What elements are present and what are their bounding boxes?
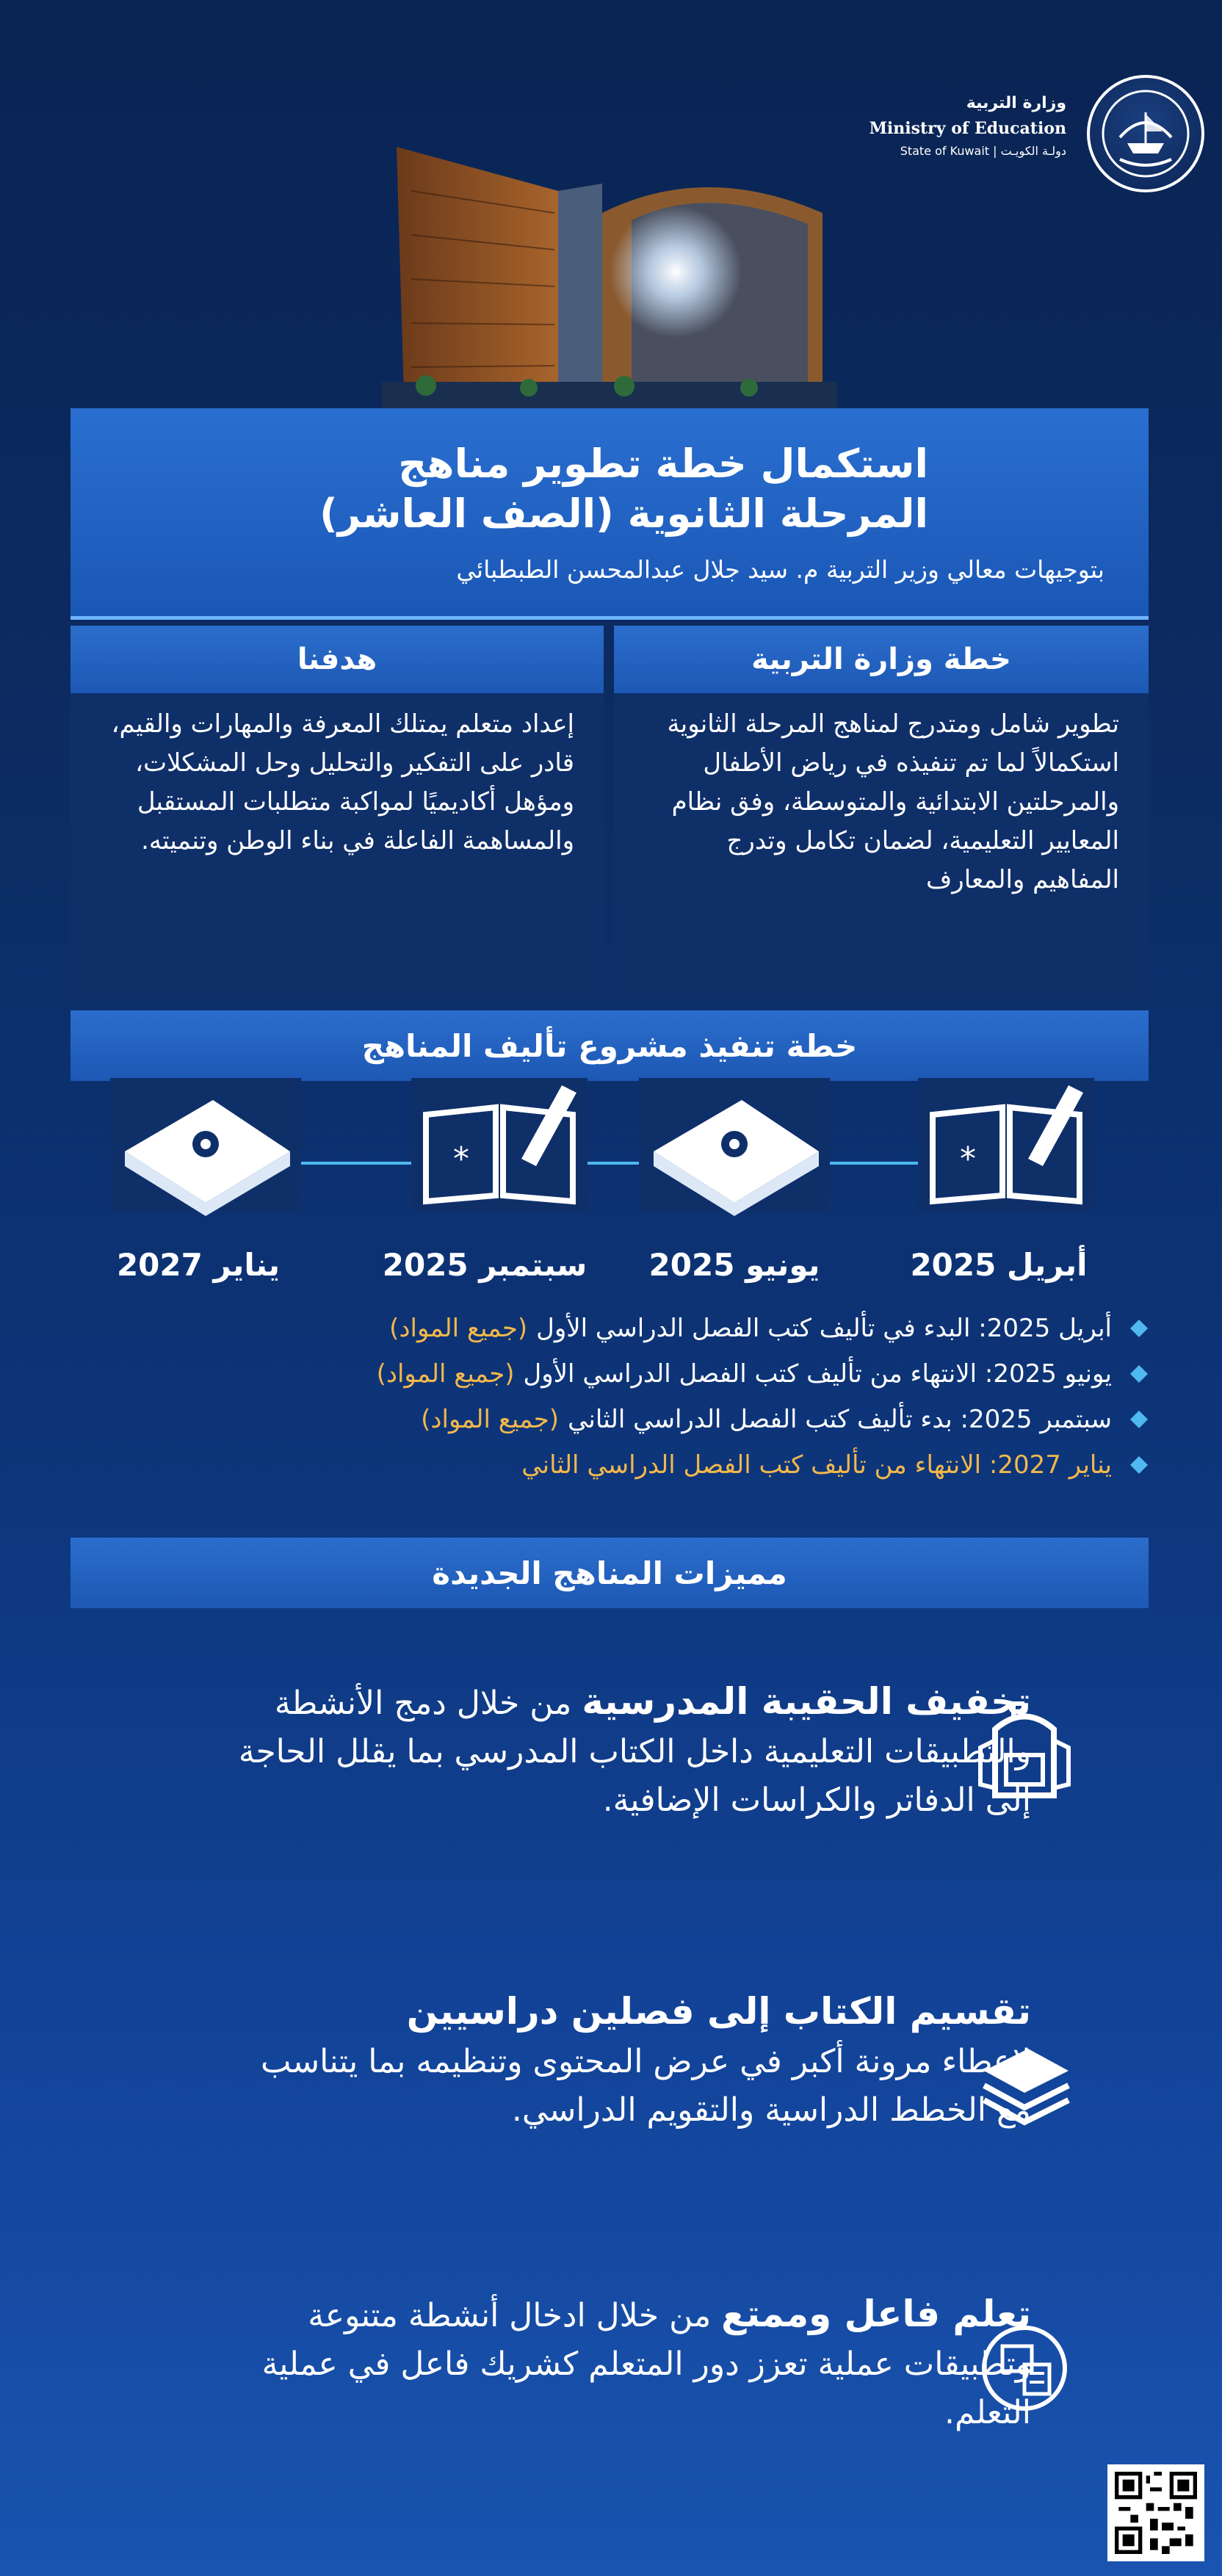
feature-body: من خلال دمج الأنشطة والتطبيقات التعليمية داخل الكتاب المدرسي بما يقلل الحاجة إلى الدفاتر والكراسات الإضافية. xyxy=(238,1685,1031,1819)
list-item-subject: (جميع المواد) xyxy=(376,1359,515,1389)
subtitle: بتوجيهات معالي وزير التربية م. سيد جلال عبدالمحسن الطبطبائي xyxy=(456,555,1104,584)
list-item-text: سبتمبر 2025: بدء تأليف كتب الفصل الدراسي الثاني xyxy=(568,1405,1112,1434)
feature-body: من خلال ادخال أنشطة متنوعة وتطبيقات عملية تعزز دور المتعلم كشريك فاعل في عملية التعلم. xyxy=(261,2297,1031,2431)
closed-book-gear-icon xyxy=(110,1071,301,1218)
list-item-text: أبريل 2025: البدء في تأليف كتب الفصل الدراسي الأول xyxy=(536,1314,1112,1343)
implementation-heading: خطة تنفيذ مشروع تأليف المناهج xyxy=(70,1010,1149,1081)
ministry-plan-text: تطوير شامل ومتدرج لمناهج المرحلة الثانوية استكمالاً لما تم تنفيذه في رياض الأطفال والمرحلتين الابتدائية والمتوسطة، وفق نظام المعايير التعليمية، لضمان تكامل وتدرج المفاهيم والمعارف xyxy=(667,709,1119,894)
open-book-pen-icon xyxy=(404,1071,595,1218)
diamond-bullet-icon xyxy=(1129,1455,1149,1475)
list-item xyxy=(62,1351,1149,1397)
implementation-list xyxy=(62,1306,1149,1488)
features-heading: مميزات المناهج الجديدة xyxy=(70,1538,1149,1608)
list-item-text: يناير 2027: الانتهاء من تأليف كتب الفصل الدراسي الثاني xyxy=(521,1450,1112,1480)
goal-heading: هدفنا xyxy=(70,626,604,693)
main-title-line-2: المرحلة الثانوية (الصف العاشر) xyxy=(319,491,928,537)
ministry-name-english: Ministry of Education xyxy=(869,119,1066,138)
qr-code-icon xyxy=(1115,2472,1197,2554)
diamond-bullet-icon xyxy=(1129,1364,1149,1383)
feature-body: لإعطاء مرونة أكبر في عرض المحتوى وتنظيمه بما يتناسب مع الخطط الدراسية والتقويم الدراسي. xyxy=(261,2043,1031,2129)
milestone-label: يونيو 2025 xyxy=(648,1247,820,1283)
qr-code[interactable] xyxy=(1107,2464,1204,2561)
list-item xyxy=(62,1306,1149,1351)
title-panel xyxy=(70,408,1149,620)
goal-box xyxy=(70,626,604,997)
milestone-label: يناير 2027 xyxy=(116,1247,281,1283)
feature-active-learning xyxy=(238,2290,1031,2437)
svg-text:*: * xyxy=(453,1140,469,1178)
list-item-text: يونيو 2025: الانتهاء من تأليف كتب الفصل الدراسي الأول xyxy=(523,1359,1112,1389)
state-label: State of Kuwait | دولـة الكويـت xyxy=(900,144,1066,158)
ministry-plan-box xyxy=(614,626,1149,997)
list-item-subject: (جميع المواد) xyxy=(389,1314,528,1343)
open-book-pen-icon xyxy=(911,1071,1102,1218)
feature-title: تقسيم الكتاب إلى فصلين دراسيين xyxy=(406,1990,1031,2033)
diamond-bullet-icon xyxy=(1129,1410,1149,1429)
list-item xyxy=(62,1397,1149,1442)
svg-text:*: * xyxy=(960,1140,976,1178)
goal-text: إعداد متعلم يمتلك المعرفة والمهارات والقيم، قادر على التفكير والتحليل وحل المشكلات، ومؤهل أكاديميًا لمواكبة متطلبات المستقبل والمساهمة الفاعلة في بناء الوطن وتنميته. xyxy=(111,709,574,855)
milestone-label: أبريل 2025 xyxy=(910,1247,1088,1283)
milestone-label: سبتمبر 2025 xyxy=(382,1247,588,1283)
ministry-logo xyxy=(1087,75,1204,192)
closed-book-gear-icon xyxy=(639,1071,830,1218)
list-item-subject: (جميع المواد) xyxy=(421,1405,560,1434)
ministry-name-arabic: وزارة التربية xyxy=(966,94,1066,112)
list-item xyxy=(62,1442,1149,1488)
feature-lighter-bag xyxy=(238,1677,1031,1825)
main-title-line-1: استكمال خطة تطوير مناهج xyxy=(398,441,928,487)
feature-title: تخفيف الحقيبة المدرسية xyxy=(582,1680,1031,1723)
ministry-plan-heading: خطة وزارة التربية xyxy=(614,626,1149,693)
timeline-line xyxy=(184,1162,1035,1165)
feature-two-semesters xyxy=(238,1987,1031,2135)
ministry-building-image xyxy=(382,132,837,411)
diamond-bullet-icon xyxy=(1129,1319,1149,1338)
feature-title: تعلم فاعل وممتع xyxy=(721,2293,1031,2335)
ministry-emblem-icon xyxy=(1098,86,1193,181)
